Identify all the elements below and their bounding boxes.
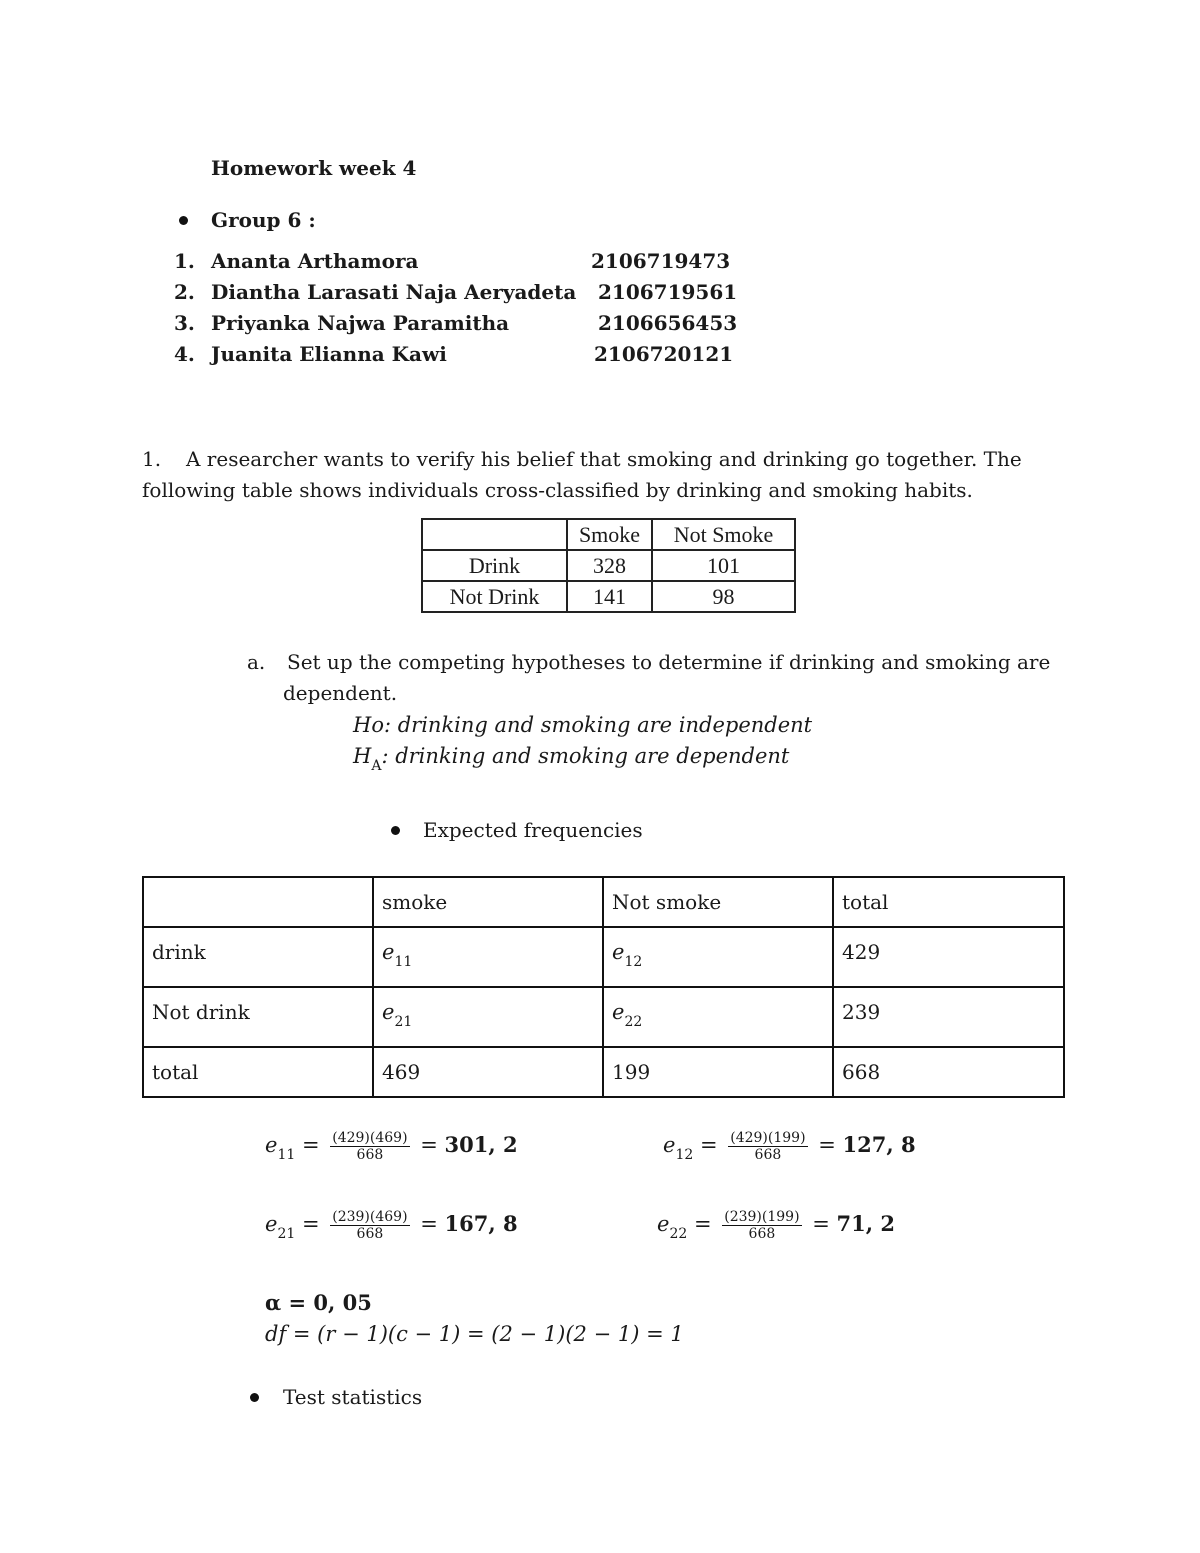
table-cell: 98 bbox=[652, 581, 795, 612]
formula-var: e bbox=[657, 1212, 670, 1236]
formula-result: 301, 2 bbox=[444, 1132, 518, 1157]
bullet-icon bbox=[250, 1393, 259, 1402]
alternative-hypothesis bbox=[353, 744, 789, 774]
alpha-line: α = 0, 05 bbox=[265, 1290, 372, 1315]
fraction bbox=[728, 1130, 807, 1163]
ha-subscript: A bbox=[371, 758, 382, 774]
table-cell: 328 bbox=[567, 550, 652, 581]
member-id: 2106719561 bbox=[598, 280, 738, 304]
table-header: Not smoke bbox=[603, 877, 833, 927]
formula-e22: $e_{22}$ = $\frac{(239)(199)}{668}$ = 71, 2 bbox=[657, 1209, 895, 1242]
test-stat-label: Test statistics bbox=[283, 1385, 423, 1409]
table-header: Not Smoke bbox=[652, 519, 795, 550]
table-cell bbox=[422, 519, 567, 550]
table-cell: drink bbox=[143, 927, 373, 987]
fraction-denominator: 668 bbox=[748, 1226, 776, 1242]
formula-result: 127, 8 bbox=[842, 1132, 916, 1157]
table-cell: 101 bbox=[652, 550, 795, 581]
cell-var: e bbox=[612, 1000, 625, 1024]
expected-table bbox=[142, 876, 1065, 1098]
observed-table bbox=[421, 518, 796, 613]
member-name: Diantha Larasati Naja Aeryadeta bbox=[211, 280, 577, 304]
table-cell: 429 bbox=[833, 927, 1064, 987]
formula-subscript: 12 bbox=[675, 1147, 694, 1163]
table-row bbox=[143, 877, 1064, 927]
member-number: 4. bbox=[174, 342, 195, 366]
cell-var: e bbox=[612, 940, 625, 964]
formula-e12: $e_{12}$ = $\frac{(429)(199)}{668}$ = 127, 8 bbox=[663, 1130, 916, 1163]
formula-subscript: 21 bbox=[277, 1226, 296, 1242]
member-name: Priyanka Najwa Paramitha bbox=[211, 311, 510, 335]
table-cell: Not drink bbox=[143, 987, 373, 1047]
table-row bbox=[143, 1047, 1064, 1097]
member-name: Juanita Elianna Kawi bbox=[211, 342, 447, 366]
cell-subscript: 22 bbox=[624, 1014, 643, 1030]
null-hypothesis bbox=[353, 713, 812, 737]
formula-subscript: 22 bbox=[669, 1226, 688, 1242]
bullet-icon bbox=[391, 826, 400, 835]
table-cell bbox=[373, 987, 603, 1047]
member-name: Ananta Arthamora bbox=[211, 249, 419, 273]
table-cell bbox=[603, 927, 833, 987]
table-cell bbox=[373, 927, 603, 987]
group-label: Group 6 : bbox=[211, 208, 316, 232]
fraction-denominator: 668 bbox=[356, 1226, 384, 1242]
member-id: 2106656453 bbox=[598, 311, 738, 335]
table-row bbox=[422, 581, 795, 612]
formula-var: e bbox=[265, 1133, 278, 1157]
table-cell: Not Drink bbox=[422, 581, 567, 612]
fraction-numerator: (429)(199) bbox=[730, 1130, 806, 1146]
table-cell: 239 bbox=[833, 987, 1064, 1047]
fraction bbox=[722, 1209, 801, 1242]
formula-e21: $e_{21}$ = $\frac{(239)(469)}{668}$ = 167, 8 bbox=[265, 1209, 518, 1242]
table-cell: 469 bbox=[373, 1047, 603, 1097]
table-cell bbox=[143, 877, 373, 927]
fraction-numerator: (429)(469) bbox=[332, 1130, 408, 1146]
table-cell: Drink bbox=[422, 550, 567, 581]
member-number: 1. bbox=[174, 249, 195, 273]
member-id: 2106720121 bbox=[594, 342, 734, 366]
fraction-numerator: (239)(469) bbox=[332, 1209, 408, 1225]
formula-subscript: 11 bbox=[277, 1147, 296, 1163]
page-title: Homework week 4 bbox=[211, 156, 417, 180]
table-cell bbox=[603, 987, 833, 1047]
question-text-line2: following table shows individuals cross-classified by drinking and smoking habits. bbox=[142, 478, 973, 502]
member-number: 2. bbox=[174, 280, 195, 304]
table-cell: total bbox=[143, 1047, 373, 1097]
cell-var: e bbox=[382, 1000, 395, 1024]
formula-result: 71, 2 bbox=[836, 1211, 895, 1236]
ha-text: : drinking and smoking are dependent bbox=[381, 744, 790, 768]
member-id: 2106719473 bbox=[591, 249, 731, 273]
cell-subscript: 21 bbox=[394, 1014, 413, 1030]
part-a-label: a. bbox=[247, 650, 266, 674]
table-cell: 199 bbox=[603, 1047, 833, 1097]
bullet-icon bbox=[179, 216, 188, 225]
formula-e11: $e_{11}$ = $\frac{(429)(469)}{668}$ = 301, 2 bbox=[265, 1130, 518, 1163]
question-number: 1. bbox=[142, 447, 162, 471]
h0-text: : drinking and smoking are independent bbox=[383, 713, 813, 737]
formula-var: e bbox=[265, 1212, 278, 1236]
table-row bbox=[143, 927, 1064, 987]
cell-subscript: 12 bbox=[624, 954, 643, 970]
ha-label: H bbox=[353, 744, 372, 768]
table-cell: 141 bbox=[567, 581, 652, 612]
cell-subscript: 11 bbox=[394, 954, 413, 970]
expected-label: Expected frequencies bbox=[423, 818, 643, 842]
table-cell: 668 bbox=[833, 1047, 1064, 1097]
table-row bbox=[143, 987, 1064, 1047]
question-text-line1: A researcher wants to verify his belief that smoking and drinking go together. The bbox=[186, 447, 1022, 471]
fraction bbox=[330, 1130, 409, 1163]
h0-label: Ho bbox=[353, 713, 384, 737]
df-line: df = (r − 1)(c − 1) = (2 − 1)(2 − 1) = 1 bbox=[265, 1322, 684, 1346]
cell-var: e bbox=[382, 940, 395, 964]
table-row bbox=[422, 550, 795, 581]
table-header: total bbox=[833, 877, 1064, 927]
formula-var: e bbox=[663, 1133, 676, 1157]
fraction-numerator: (239)(199) bbox=[724, 1209, 800, 1225]
table-header: Smoke bbox=[567, 519, 652, 550]
fraction-denominator: 668 bbox=[754, 1147, 782, 1163]
member-number: 3. bbox=[174, 311, 195, 335]
part-a-text-line1: Set up the competing hypotheses to determine if drinking and smoking are bbox=[287, 650, 1051, 674]
table-header: smoke bbox=[373, 877, 603, 927]
table-row bbox=[422, 519, 795, 550]
formula-result: 167, 8 bbox=[444, 1211, 518, 1236]
fraction bbox=[330, 1209, 409, 1242]
part-a-text-line2: dependent. bbox=[283, 681, 398, 705]
fraction-denominator: 668 bbox=[356, 1147, 384, 1163]
